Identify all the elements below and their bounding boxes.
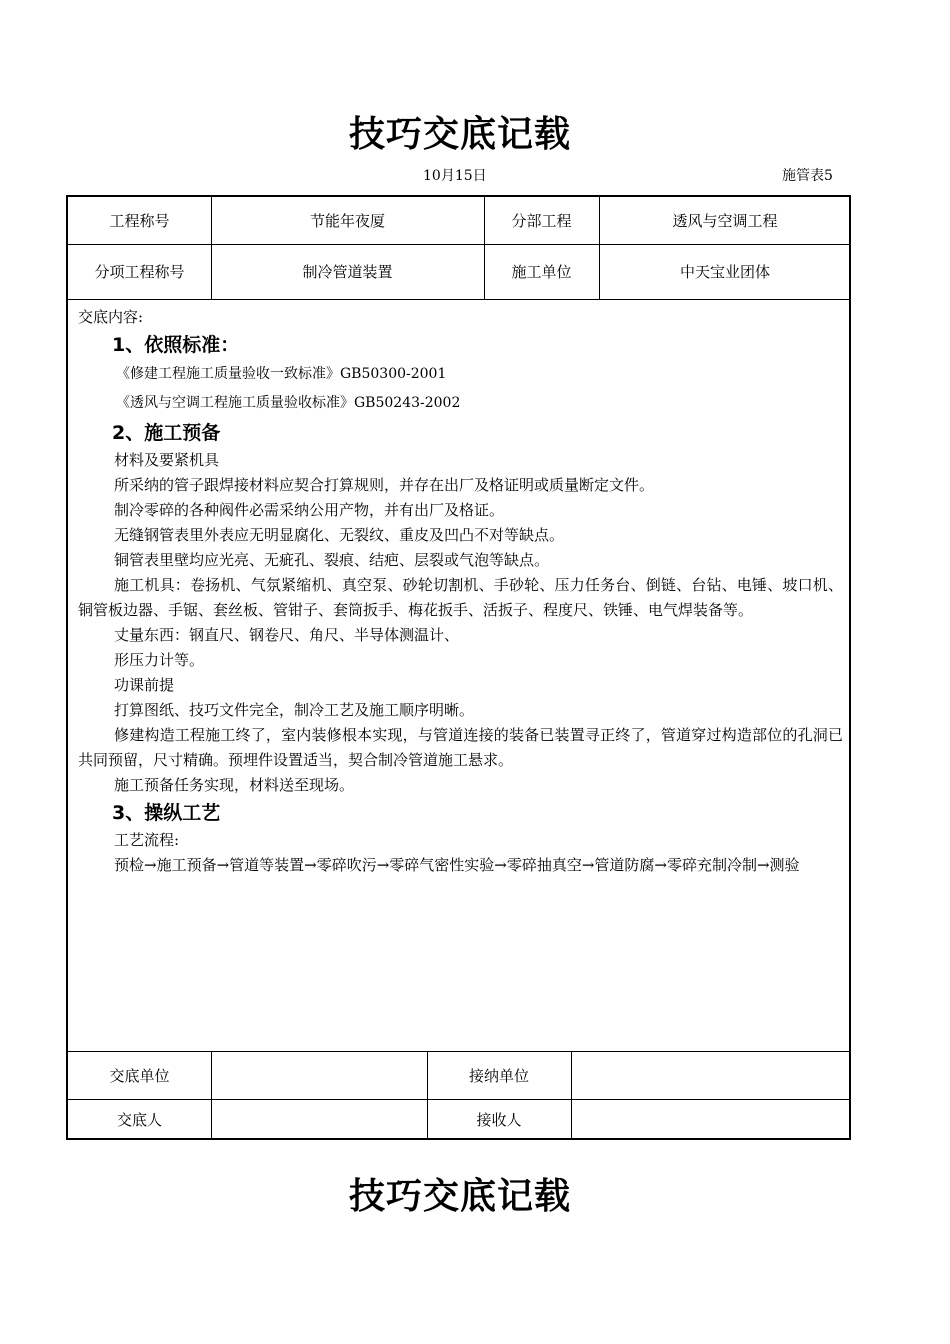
division-value: 透风与空调工程 — [672, 212, 778, 230]
content-paragraph: 形压力计等。 — [114, 651, 205, 669]
receiver-field[interactable] — [571, 1099, 851, 1140]
content-label: 交底内容: — [78, 308, 144, 326]
content-paragraph: 修建构造工程施工终了，室内装修根本实现，与管道连接的装备已装置寻正终了，管道穿过构造部位的孔洞已共同预留，尺寸精确。预埋件设置适当，契合制冷管道施工悬求。 — [78, 726, 843, 769]
content-paragraph: 施工机具：卷扬机、气氛紧缩机、真空泵、砂轮切割机、手砂轮、压力任务台、倒链、台钻、电锤、坡口机、铜管板边器、手锯、套丝板、管钳子、套筒扳手、梅花扳手、活扳子、程度尺、铁锤、电气焊装备等。 — [78, 576, 843, 619]
document-title: 技巧交底记载 — [348, 114, 571, 155]
form-number: 施管表5 — [782, 168, 833, 184]
next-page-title: 技巧交底记载 — [348, 1176, 571, 1217]
subitem-label: 分项工程称号 — [94, 263, 185, 281]
section-heading: 3、操纵工艺 — [112, 802, 221, 824]
project-name-label: 工程称号 — [109, 212, 170, 230]
contractor-value: 中天宝业团体 — [679, 263, 770, 281]
document-date: 10月15日 — [423, 168, 487, 184]
content-paragraph: 施工预备任务实现，材料送至现场。 — [114, 776, 355, 794]
section-heading: 2、施工预备 — [112, 422, 221, 444]
content-paragraph: 制冷零碎的各种阀件必需采纳公用产物，并有出厂及格证。 — [114, 501, 505, 519]
content-paragraph: 材料及要紧机具 — [114, 451, 220, 469]
content-paragraph: 功课前提 — [114, 676, 175, 694]
receiving-unit-field[interactable] — [571, 1051, 851, 1099]
content-paragraph: 打算图纸、技巧文件完全，制冷工艺及施工顺序明晰。 — [114, 701, 475, 719]
disclosure-content — [78, 305, 843, 878]
division-label: 分部工程 — [511, 212, 572, 230]
content-paragraph: 无缝钢管表里外表应无明显腐化、无裂纹、重皮及凹凸不对等缺点。 — [114, 526, 565, 544]
receiver-label: 接收人 — [476, 1111, 522, 1129]
project-name-value: 节能年夜厦 — [309, 212, 385, 230]
content-paragraph: 工艺流程: — [114, 831, 180, 849]
handover-unit-field[interactable] — [211, 1051, 427, 1099]
contractor-label: 施工单位 — [511, 263, 572, 281]
subitem-value: 制冷管道装置 — [302, 263, 393, 281]
content-paragraph: 铜管表里壁均应光亮、无疵孔、裂痕、结疤、层裂或气泡等缺点。 — [114, 551, 550, 569]
handover-unit-label: 交底单位 — [109, 1066, 170, 1085]
content-paragraph: 所采纳的管子跟焊接材料应契合打算规则，并存在出厂及格证明或质量断定文件。 — [114, 476, 655, 494]
row-divider — [68, 299, 849, 300]
standard-item: 《透风与空调工程施工质量验收标准》GB50243-2002 — [116, 395, 461, 411]
standard-item: 《修建工程施工质量验收一致标准》GB50300-2001 — [116, 366, 447, 382]
receiving-unit-label: 接纳单位 — [468, 1066, 529, 1085]
handover-person-label: 交底人 — [116, 1111, 162, 1129]
handover-person-field[interactable] — [211, 1099, 427, 1140]
disclosure-form — [66, 195, 851, 1140]
content-paragraph: 丈量东西：钢直尺、钢卷尺、角尺、半导体测温计、 — [114, 626, 460, 644]
content-paragraph: 预检→施工预备→管道等装置→零碎吹污→零碎气密性实验→零碎抽真空→管道防腐→零碎充制冷制→测验 — [114, 856, 800, 874]
section-heading: 1、依照标准： — [112, 334, 240, 356]
